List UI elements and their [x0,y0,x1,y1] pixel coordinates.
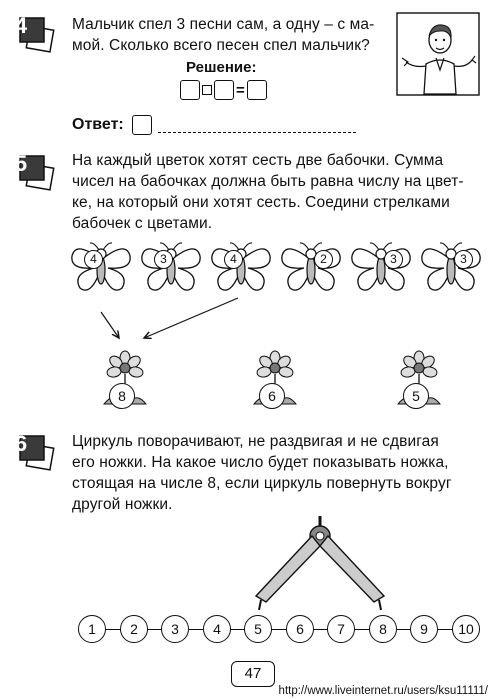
task-5-line-1: На каждый цветок хотят сесть две бабочки. Сумма [72,152,444,169]
compass-drawing [246,512,396,612]
task-4-line-1: Мальчик спел 3 песни сам, а одну – с ма- [72,16,375,33]
arrow-butterfly-3-to-flower-8 [144,298,238,338]
task-4-number: 4 [14,13,28,38]
number-line-10[interactable]: 10 [452,615,480,643]
butterfly-2-number: 3 [154,250,173,269]
butterfly-4-number: 2 [314,250,333,269]
flower-1-number: 8 [109,383,135,409]
flower-2-number: 6 [259,383,285,409]
task-6-line-1: Циркуль поворачивают, не раздвигая и не сдвигая [72,433,439,450]
watermark-url: http://www.liveinternet.ru/users/ksu11111/ [278,685,488,697]
arrow-butterfly-1-to-flower-8 [101,312,119,338]
number-line-7[interactable]: 7 [327,615,355,643]
butterfly-5-number: 3 [384,250,403,269]
task-5-number: 5 [14,151,28,176]
solution-label: Решение: [186,59,257,76]
task-6-text [72,431,482,515]
number-line-3[interactable]: 3 [161,615,189,643]
task-6-number: 6 [14,431,28,456]
answer-label: Ответ: [72,116,124,133]
number-line-2[interactable]: 2 [120,615,148,643]
number-line-4[interactable]: 4 [203,615,231,643]
butterfly-3-number: 4 [224,250,243,269]
equals-sign: = [236,81,245,99]
task-6-line-3: стоящая на числе 8, если циркуль повернуть вокруг [72,475,452,492]
number-line-5[interactable]: 5 [244,615,272,643]
number-line-1[interactable]: 1 [78,615,106,643]
number-line-6[interactable]: 6 [286,615,314,643]
butterfly-1-number: 4 [84,250,103,269]
number-line-8[interactable]: 8 [369,615,397,643]
task-4-line-2: мой. Сколько всего песен спел мальчик? [72,37,370,54]
task-5-line-2: чисел на бабочках должна быть равна числу на цвет- [72,173,464,190]
butterfly-6-number: 3 [454,250,473,269]
task-6-line-4: другой ножки. [72,496,173,513]
number-line-9[interactable]: 9 [410,615,438,643]
task-5-line-3: ке, на который они хотят сесть. Соедини стрелками [72,194,450,211]
task-5-line-4: бабочек с цветами. [72,215,213,232]
task-6-line-2: его ножки. На какое число будет показывать ножка, [72,454,449,471]
page-number: 47 [231,661,275,687]
flower-3-number: 5 [403,383,429,409]
